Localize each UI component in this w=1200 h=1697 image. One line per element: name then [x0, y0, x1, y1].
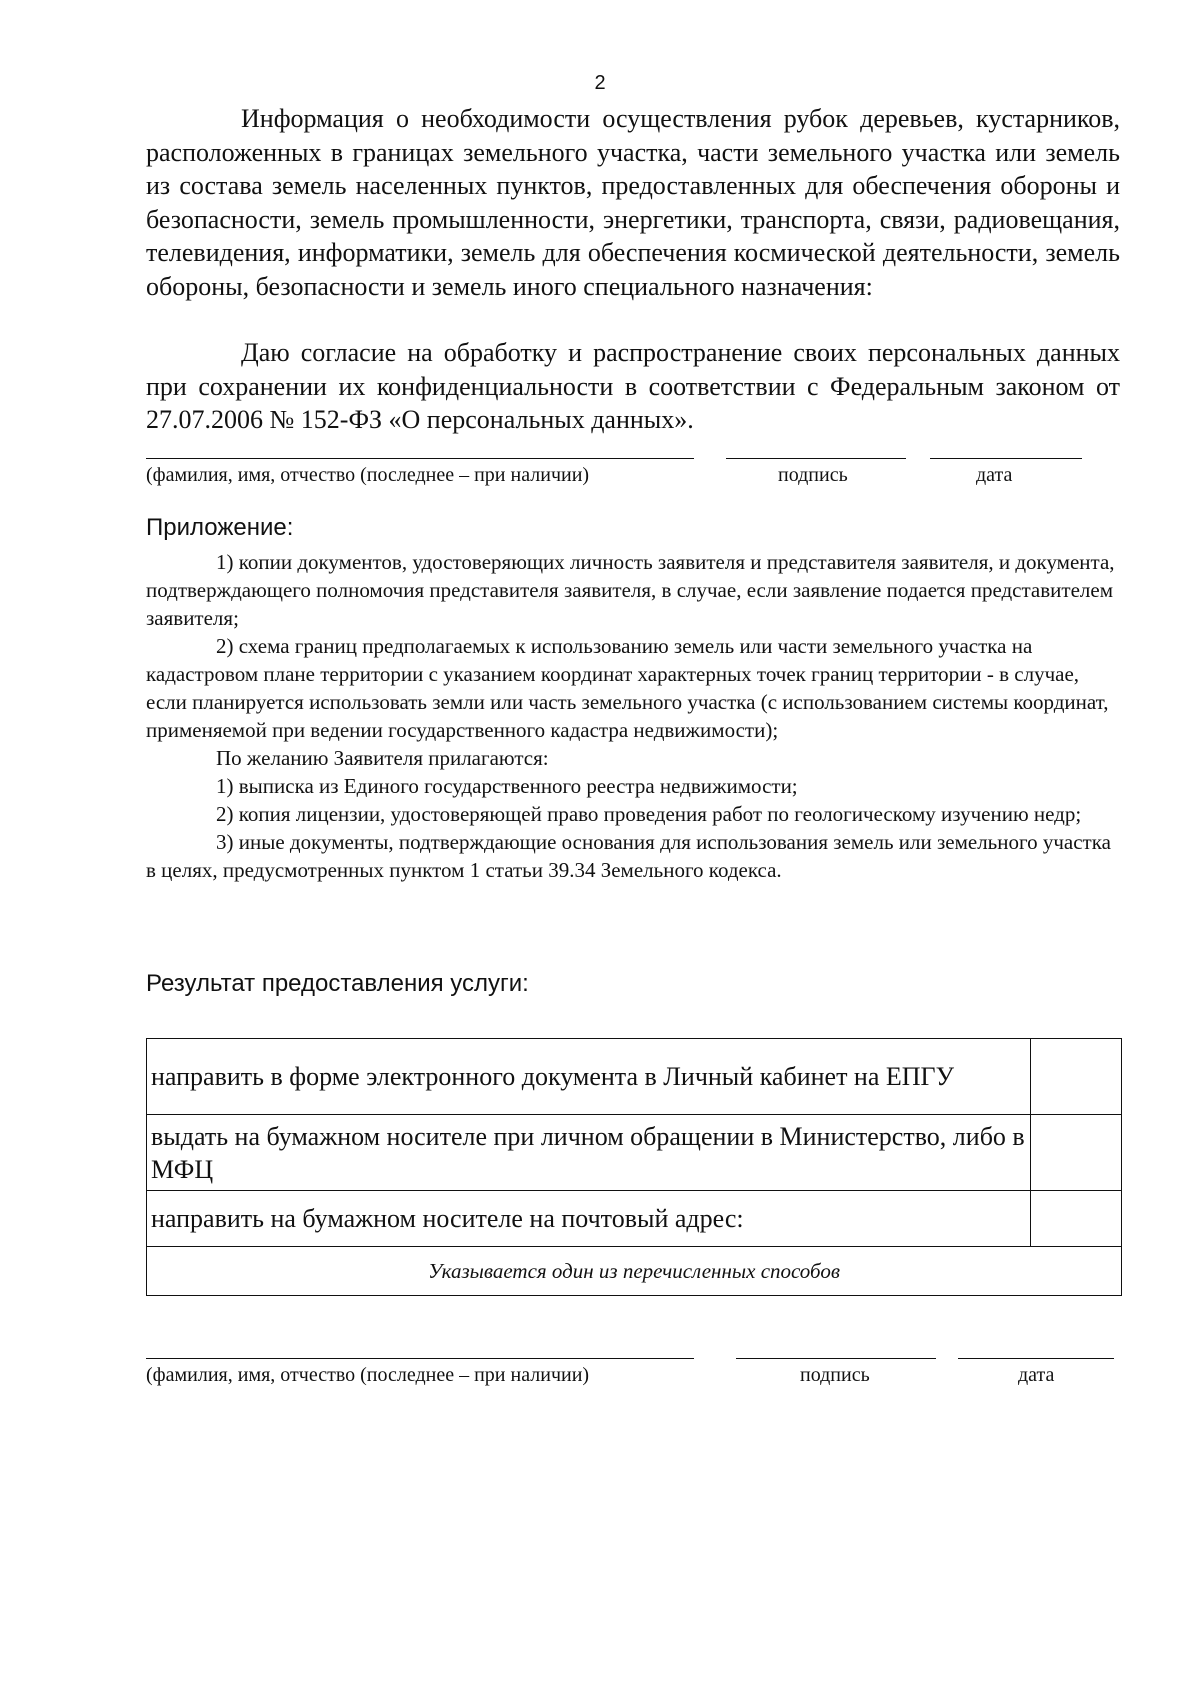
optional-attachment-item: 2) копия лицензии, удостоверяющей право проведения работ по геологическому изучению недр; [216, 802, 1082, 826]
result-title: Результат предоставления услуги: [146, 970, 529, 997]
date-label: дата [976, 464, 1013, 486]
table-row [147, 1191, 1122, 1247]
result-options-table [146, 1038, 1122, 1296]
info-paragraph: Информация о необходимости осуществления рубок деревьев, кустарников, расположенных в границах земельного участка, части земельного участка или земель из состава земель населенных пунктов, предоставленных для обеспечения обороны и безопасности, земель промышленности, энергетики, транспорта, связи, радиовещания, телевидения, информатики, земель для обеспечения космической деятельности, земель обороны, безопасности и земель иного специального назначения: [146, 104, 1120, 301]
optional-attachment-item: 3) иные документы, подтверждающие основания для использования земель или земельного участка в целях, предусмотренных пунктом 1 статьи 39.34 Земельного кодекса. [146, 830, 1111, 882]
signature-line[interactable] [726, 458, 906, 459]
attachments-list [146, 548, 1124, 884]
result-option-label: направить в форме электронного документа в Личный кабинет на ЕПГУ [147, 1039, 1031, 1115]
table-row [147, 1115, 1122, 1191]
info-paragraph-block [146, 102, 1120, 303]
date-line[interactable] [958, 1358, 1114, 1359]
name-line[interactable] [146, 1358, 694, 1359]
attachment-item: 2) схема границ предполагаемых к использованию земель или части земельного участка на кадастровом плане территории с указанием координат характерных точек границ территории - в случае, если планируется использовать земли или часть земельного участка (с использованием системы координат, применяемой при ведении государственного кадастра недвижимости); [146, 634, 1109, 742]
result-option-checkbox[interactable] [1031, 1115, 1122, 1191]
name-label: (фамилия, имя, отчество (последнее – при наличии) [146, 1364, 590, 1386]
optional-attachment-item: 1) выписка из Единого государственного реестра недвижимости; [216, 774, 798, 798]
name-label: (фамилия, имя, отчество (последнее – при наличии) [146, 464, 590, 486]
date-label: дата [1018, 1364, 1055, 1386]
name-line[interactable] [146, 458, 694, 459]
attachments-title: Приложение: [146, 514, 294, 541]
date-line[interactable] [930, 458, 1082, 459]
signature-label: подпись [778, 464, 848, 486]
signature-label: подпись [800, 1364, 870, 1386]
result-option-label: выдать на бумажном носителе при личном обращении в Министерство, либо в МФЦ [147, 1115, 1031, 1191]
result-option-checkbox[interactable] [1031, 1039, 1122, 1115]
page-number: 2 [594, 72, 606, 94]
result-option-label: направить на бумажном носителе на почтовый адрес: [147, 1191, 1031, 1247]
signature-line[interactable] [736, 1358, 936, 1359]
optional-attachments-title: По желанию Заявителя прилагаются: [216, 746, 549, 770]
consent-paragraph-block [146, 336, 1120, 437]
table-row [147, 1039, 1122, 1115]
attachment-item: 1) копии документов, удостоверяющих личность заявителя и представителя заявителя, и документа, подтверждающего полномочия представителя заявителя, в случае, если заявление подается представителем заявителя; [146, 550, 1115, 630]
result-option-checkbox[interactable] [1031, 1191, 1122, 1247]
result-note: Указывается один из перечисленных способов [147, 1247, 1122, 1296]
table-row [147, 1247, 1122, 1296]
consent-paragraph: Даю согласие на обработку и распространение своих персональных данных при сохранении их конфиденциальности в соответствии с Федеральным законом от 27.07.2006 № 152-ФЗ «О персональных данных». [146, 338, 1120, 434]
